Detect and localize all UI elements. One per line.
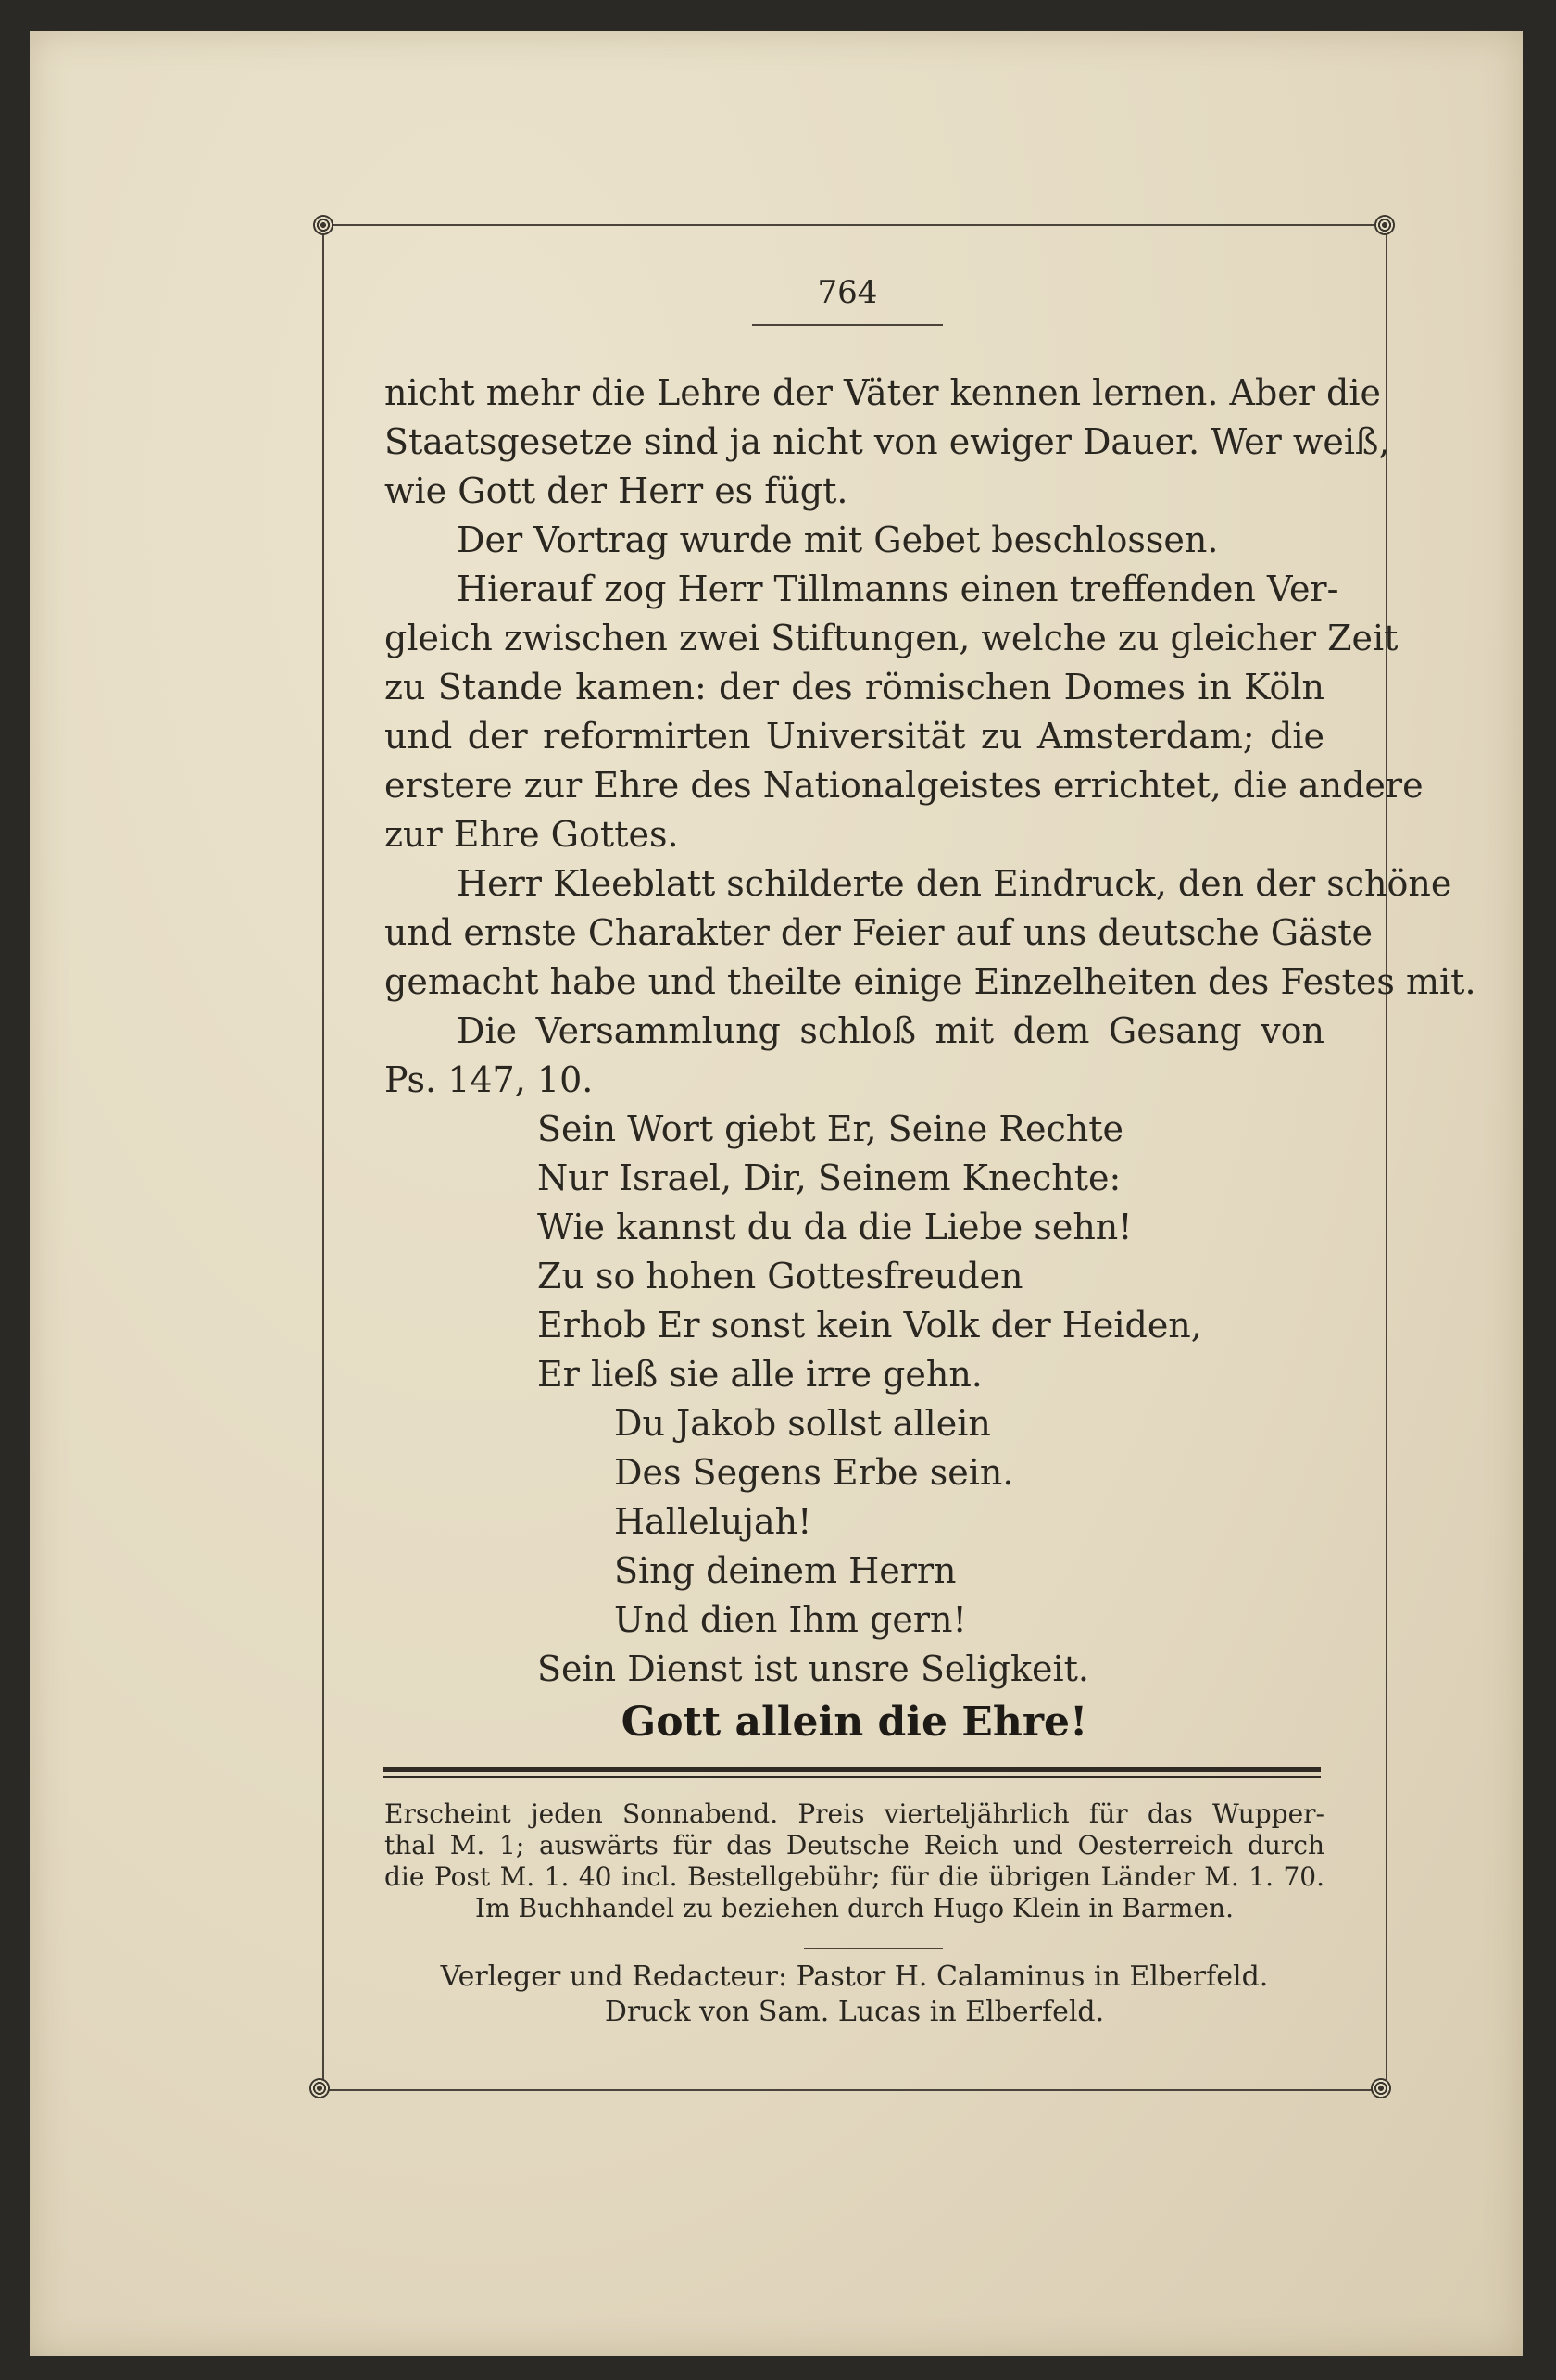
body-line: Die Versammlung schloß mit dem Gesang von [457,1010,1324,1051]
body-line: zu Stande kamen: der des römischen Domes in Köln [384,667,1324,708]
body-line: Der Vortrag wurde mit Gebet beschlossen. [457,520,1219,560]
body-line: Hierauf zog Herr Tillmanns einen treffenden Ver- [457,569,1339,609]
imprint-line: Im Buchhandel zu beziehen durch Hugo Klein in Barmen. [475,1893,1234,1923]
verse-line: Hallelujah! [614,1501,812,1542]
body-line: nicht mehr die Lehre der Väter kennen lernen. Aber die [384,372,1381,413]
body-line: gemacht habe und theilte einige Einzelheiten des Festes mit. [384,961,1476,1002]
body-line: Ps. 147, 10. [384,1059,594,1100]
verse-line: Du Jakob sollst allein [614,1403,991,1444]
page-number: 764 [817,274,878,311]
body-line: und der reformirten Universität zu Amsterdam; die [384,716,1324,757]
imprint-line: die Post M. 1. 40 incl. Bestellgebühr; für die übrigen Länder M. 1. 70. [384,1861,1324,1892]
corner-ornament-bottom-right [1371,2078,1391,2098]
article-body [384,369,1476,1694]
publisher-line: Verleger und Redacteur: Pastor H. Calaminus in Elberfeld. [440,1960,1269,1993]
verse-line: Sing deinem Herrn [614,1550,957,1591]
body-line: erstere zur Ehre des Nationalgeistes errichtet, die andere [384,765,1424,806]
double-rule-thin [383,1776,1321,1778]
body-line: Staatsgesetze sind ja nicht von ewiger Dauer. Wer weiß, [384,421,1390,462]
double-rule-thick [383,1767,1321,1772]
verse-line: Sein Wort giebt Er, Seine Rechte [537,1109,1123,1149]
body-line: Herr Kleeblatt schilderte den Eindruck, den der schöne [457,863,1452,904]
verse-line: Des Segens Erbe sein. [614,1452,1014,1493]
imprint-divider [804,1948,943,1949]
motto: Gott allein die Ehre! [621,1698,1088,1746]
corner-ornament-top-left [313,215,333,235]
corner-ornament-bottom-left [309,2078,330,2098]
page-number-rule [752,324,943,326]
body-line: zur Ehre Gottes. [384,814,679,855]
verse-line: Er ließ sie alle irre gehn. [537,1354,983,1395]
body-line: wie Gott der Herr es fügt. [384,470,848,511]
verse-line: Nur Israel, Dir, Seinem Knechte: [537,1158,1122,1198]
verse-line: Erhob Er sonst kein Volk der Heiden, [537,1305,1202,1346]
imprint [384,1798,1324,1924]
body-line: gleich zwischen zwei Stiftungen, welche zu gleicher Zeit [384,618,1399,658]
printer-line: Druck von Sam. Lucas in Elberfeld. [604,1996,1105,2028]
verse-line: Und dien Ihm gern! [614,1599,967,1640]
verse-line: Zu so hohen Gottesfreuden [537,1256,1023,1296]
imprint-line: thal M. 1; auswärts für das Deutsche Reich und Oesterreich durch [384,1830,1324,1860]
corner-ornament-top-right [1374,215,1395,235]
verse-line: Wie kannst du da die Liebe sehn! [537,1207,1133,1247]
imprint-line: Erscheint jeden Sonnabend. Preis vierteljährlich für das Wupper- [384,1798,1324,1829]
verse-line: Sein Dienst ist unsre Seligkeit. [537,1648,1090,1689]
body-line: und ernste Charakter der Feier auf uns deutsche Gäste [384,912,1374,953]
publisher-info [384,1960,1324,2030]
